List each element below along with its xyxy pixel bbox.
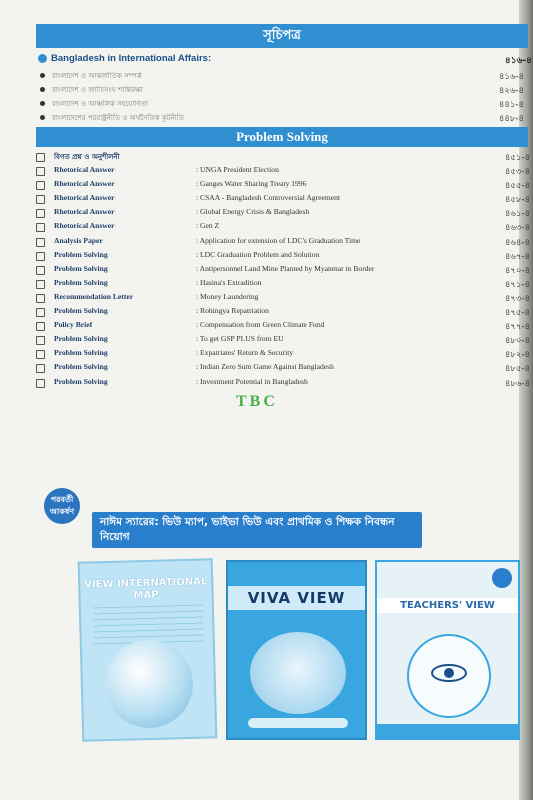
toc-row	[36, 377, 532, 390]
book-cover-view-map	[78, 558, 218, 741]
toc-title: : Rohingya Repatriation	[196, 306, 269, 315]
toc-page: ৪৬১-৪	[504, 209, 530, 220]
toc-category: Rhetorical Answer	[54, 193, 115, 203]
toc-page: ৪৮০-৪	[504, 336, 530, 347]
toc-row	[36, 348, 532, 361]
next-attraction-badge: পরবর্তী আকর্ষণ	[44, 488, 80, 524]
toc-row	[36, 292, 532, 305]
sub-item-page: ৪৪৮-৪	[498, 114, 524, 124]
toc-row-intro	[36, 151, 532, 164]
toc-category: Problem Solving	[54, 277, 108, 287]
bullet-icon	[40, 115, 45, 120]
sub-item	[40, 98, 530, 110]
toc-category: Recommendation Letter	[54, 291, 134, 301]
section-title: Bangladesh in International Affairs:	[51, 53, 212, 64]
toc-category: Problem Solving	[54, 334, 108, 344]
toc-title: : Investment Potential in Bangladesh	[196, 376, 308, 386]
toc-title: : UNGA President Election	[196, 165, 279, 174]
toc-category: Rhetorical Answer	[54, 165, 115, 174]
toc-category: Rhetorical Answer	[54, 207, 115, 217]
toc-row	[36, 264, 532, 277]
toc-page: ৪৭১-৪	[504, 279, 530, 290]
book-cover-viva-view	[226, 560, 367, 740]
toc-title: : Application for extension of LDC's Graduation Time	[196, 235, 361, 245]
sub-item-text: বাংলাদেশের পররাষ্ট্রনীতি ও অর্থনৈতিক কূটনীতি	[52, 114, 184, 122]
toc-page: ৪৬৭-৪	[504, 251, 530, 262]
checkbox-icon	[36, 336, 45, 345]
toc-title: : Global Energy Crisis & Bangladesh	[196, 207, 310, 217]
checkbox-icon	[36, 167, 45, 176]
toc-page: ৪৬৩-৪	[504, 223, 530, 234]
sub-item-text: বাংলাদেশ ও আন্তর্জাতিক সম্পর্ক	[52, 72, 142, 80]
checkbox-icon	[36, 350, 45, 359]
toc-category: Problem Solving	[54, 362, 108, 372]
toc-category: Problem Solving	[54, 348, 108, 358]
author-bar	[248, 718, 348, 728]
toc-page: ৪৬৪-৪	[504, 237, 530, 248]
bullet-icon	[40, 87, 45, 92]
book-title: VIVA VIEW	[228, 586, 365, 610]
cover-footer-bar	[377, 724, 518, 738]
toc-category: বিগত প্রশ্ন ও অনুশীলনী	[54, 153, 120, 161]
toc-title: : Antipersonnel Land Mine Planted by Myanmar in Border	[196, 263, 375, 273]
toc-row	[36, 236, 532, 249]
sub-item	[40, 84, 530, 96]
toc-row	[36, 278, 532, 291]
checkbox-icon	[36, 195, 45, 204]
checkbox-icon	[36, 223, 45, 232]
sub-item-text: বাংলাদেশ ও জাতিসংঘ শান্তিরক্ষা	[52, 86, 143, 94]
sub-item-page: ৪১৬-৪	[498, 72, 524, 82]
toc-title: : Expatriates' Return & Security	[196, 348, 294, 358]
checkbox-icon	[36, 153, 45, 162]
checkbox-icon	[36, 322, 45, 331]
toc-title: : CSAA - Bangladesh Controversial Agreement	[196, 193, 341, 203]
toc-category: Problem Solving	[54, 376, 108, 386]
checkbox-icon	[36, 308, 45, 317]
toc-page: ৪৮২-৪	[504, 350, 530, 361]
toc-row	[36, 362, 532, 375]
interview-illustration	[250, 632, 346, 714]
toc-page: ৪৫১-৪	[504, 153, 530, 163]
eye-illustration	[407, 634, 491, 718]
toc-category: Policy Brief	[54, 320, 93, 330]
checkbox-icon	[36, 266, 45, 275]
toc-page: ৪৭৭-৪	[504, 322, 530, 333]
toc-category: Rhetorical Answer	[54, 179, 115, 189]
section-bangladesh-affairs	[38, 53, 533, 67]
contents-title: সূচিপত্র	[263, 28, 301, 43]
section-page: ৪১৬-৪	[504, 56, 532, 66]
toc-page: ৪৮৬-৪	[504, 378, 530, 389]
watermark: TBC	[236, 393, 278, 410]
toc-title: : To get GSP PLUS from EU	[196, 334, 284, 344]
book-title: VIEW INTERNATIONAL MAP	[84, 576, 208, 602]
toc-title: : Money Laundering	[196, 291, 259, 301]
toc-row	[36, 179, 532, 192]
sub-item	[40, 112, 530, 124]
toc-category: Rhetorical Answer	[54, 221, 115, 231]
toc-page: ৪৮৫-৪	[504, 364, 530, 375]
toc-row	[36, 221, 532, 234]
bullet-icon	[40, 101, 45, 106]
toc-title: : Gen Z	[196, 221, 220, 231]
toc-page: ৪৫৩-৪	[504, 167, 530, 177]
bullet-icon	[40, 73, 45, 78]
toc-title: : Hasina's Extradition	[196, 277, 262, 287]
checkbox-icon	[36, 209, 45, 218]
toc-category: Problem Solving	[54, 306, 108, 315]
checkbox-icon	[36, 252, 45, 261]
toc-page: ৪৫৮-৪	[504, 195, 530, 206]
toc-title: : Indian Zero Sum Game Against Bangladesh	[196, 362, 334, 372]
sub-item-page: ৪২৬-৪	[498, 86, 524, 96]
sub-item-text: বাংলাদেশ ও আঞ্চলিক সহযোগিতা	[52, 100, 149, 108]
toc-row	[36, 320, 532, 333]
toc-category: Problem Solving	[54, 249, 108, 259]
toc-row	[36, 334, 532, 347]
toc-row	[36, 193, 532, 206]
sub-item	[40, 70, 530, 82]
emblem-icon	[492, 568, 512, 588]
toc-page: ৪৭৩-৪	[504, 293, 530, 304]
problem-solving-title: Problem Solving	[236, 129, 328, 144]
toc-row	[36, 306, 532, 319]
toc-row	[36, 165, 532, 178]
checkbox-icon	[36, 294, 45, 303]
book-cover-teachers-view	[375, 560, 520, 740]
toc-page: ৪৫৫-৪	[504, 181, 530, 192]
sub-item-page: ৪৪১-৪	[498, 100, 524, 110]
toc-title: : Ganges Water Sharing Treaty 1996	[196, 179, 307, 189]
checkbox-icon	[36, 238, 45, 247]
contents-header	[36, 24, 528, 48]
toc-page: ৪৭০-৪	[504, 265, 530, 276]
checkbox-icon	[36, 181, 45, 190]
checkbox-icon	[36, 379, 45, 388]
toc-title: : LDC Graduation Problem and Solution	[196, 249, 320, 259]
checkbox-icon	[36, 364, 45, 373]
book-title: TEACHERS' VIEW	[377, 598, 518, 613]
bullet-icon	[38, 54, 47, 63]
eye-icon	[431, 664, 467, 682]
toc-category: Problem Solving	[54, 263, 108, 273]
toc-row	[36, 250, 532, 263]
globe-icon	[104, 639, 194, 729]
toc-title: : Compensation from Green Climate Fund	[196, 320, 325, 330]
problem-solving-header	[36, 127, 528, 147]
toc-page: ৪৭৫-৪	[504, 308, 530, 318]
toc-category: Analysis Paper	[54, 235, 103, 245]
promo-banner: নাঈম স্যারের: ভিউ ম্যাপ, ভাইভা ভিউ এবং প্রাথমিক ও শিক্ষক নিবন্ধন নিয়োগ	[92, 512, 422, 548]
checkbox-icon	[36, 280, 45, 289]
toc-row	[36, 207, 532, 220]
